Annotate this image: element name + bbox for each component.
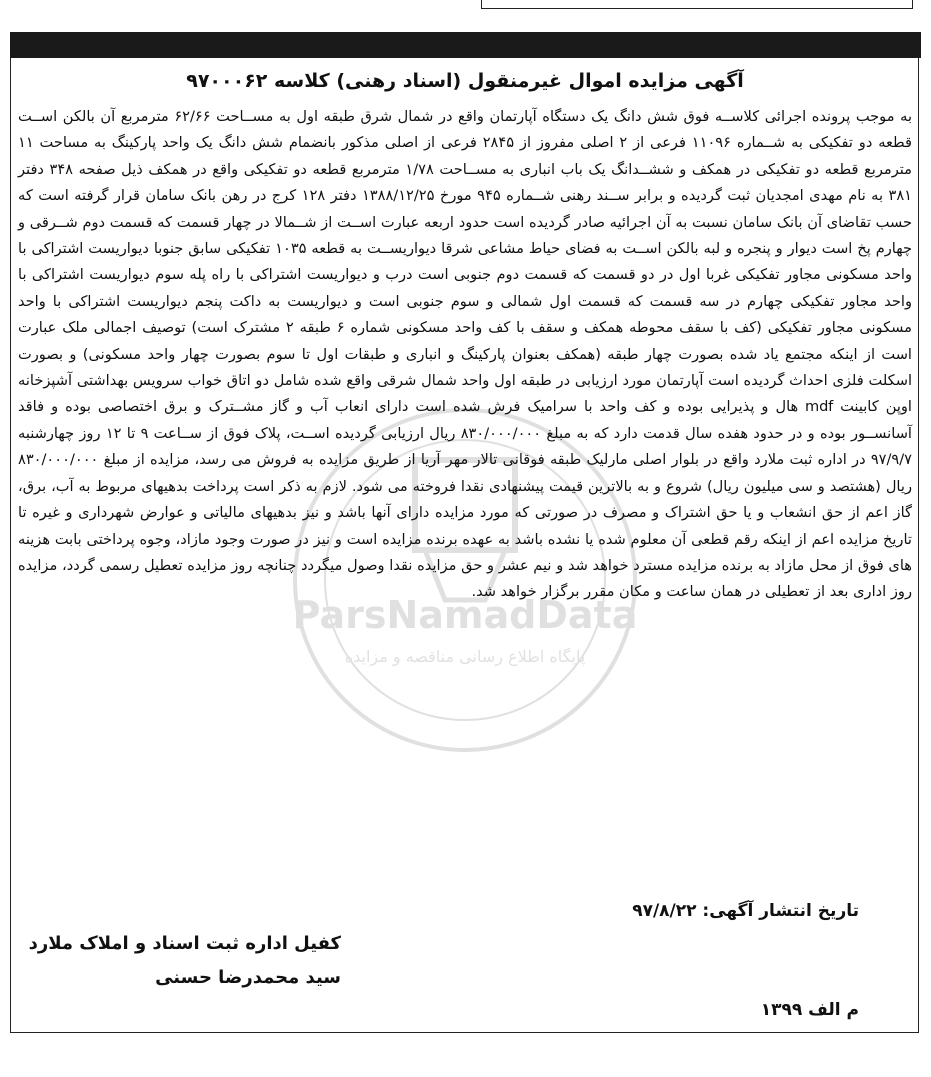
reference-code: م الف ۱۳۹۹ (760, 1000, 859, 1020)
top-header-box (481, 0, 913, 9)
notice-title: آگهی مزایده اموال غیرمنقول (اسناد رهنی) کلاسه ۹۷۰۰۰۶۲ (186, 70, 744, 92)
notice-header-band (10, 32, 921, 58)
notice-body: به موجب پرونده اجرائی کلاســه فوق شش دانگ یک دستگاه آپارتمان واقع در شمال شرق طبقه اول به مســاحت ۶۲/۶۶ مترمربع آن بالکن اســت قطعه دو تفکیکی به شــماره ۱۱۰۹۶ فرعی از ۲ اصلی مفروز از ۲۸۴۵ فرعی از اصلی مذکور بانضمام شش دانگ یک واحد پارکینگ به مساحت ۱۱ مترمربع قطعه دو تفکیکی در همکف و ششــدانگ یک باب انباری به مســاحت ۱/۷۸ مترمربع قطعه دو تفکیکی واقع در همکف ذیل صفحه ۳۴۸ دفتر ۳۸۱ به نام مهدی امجدیان ثبت گردیده و برابر ســند رهنی شــماره ۹۴۵ مورخ ۱۳۸۸/۱۲/۲۵ دفتر ۱۲۸ کرج در رهن بانک سامان قرار گرفته است که حسب تقاضای آن بانک سامان نسبت به آن اجرائیه صادر گردیده است حدود اربعه عبارت اســت از شــمالا در چهار قسمت که قسمت دوم شــرقی و چهارم پخ است دیوار و پنجره و لبه بالکن اســت به فضای حیاط مشاعی شرقا دیواریســت به قطعه ۱۰۳۵ تفکیکی سابق جنوبا دیواریست اشتراکی با واحد مسکونی مجاور تفکیکی غربا اول در دو قسمت که قسمت دوم جنوبی است درب و دیواریست اشتراکی با راه پله سوم دیواریست اشتراکی با واحد مجاور تفکیکی چهارم در سه قسمت که قسمت اول شمالی و سوم جنوبی است و دیواریست به داکت پنجم دیواریست اشتراکی با واحد مسکونی مجاور تفکیکی (کف با سقف محوطه همکف و سقف با کف واحد مسکونی شماره ۶ طبقه ۲ مشترک است) توصیف اجمالی ملک عبارت است از اینکه مجتمع یاد شده بصورت چهار طبقه (همکف بعنوان پارکینگ و انباری و طبقات اول تا سوم بصورت چهار واحد مسکونی) و بصورت اسکلت فلزی احداث گردیده است آپارتمان مورد ارزیابی در طبقه اول واحد شمال شرقی واقع شده شامل دو اتاق خواب سرویس بهداشتی آشپزخانه اوپن کابینت mdf هال و پذیرایی بوده و کف واحد با سرامیک فرش شده است دارای انعاب آب و گاز مشــترک و برق اختصاصی بوده و فاقد آسانســور بوده و در حدود هفده سال قدمت دارد که به مبلغ ۸۳۰/۰۰۰/۰۰۰ ریال ارزیابی گردیده اســت، پلاک فوق از ســاعت ۹ تا ۱۲ روز چهارشنبه ۹۷/۹/۷ در اداره ثبت ملارد واقع در بلوار اصلی مارلیک طبقه فوقانی تالار مهر آریا از طریق مزایده به فروش می رسد، مزایده از مبلغ ۸۳۰/۰۰۰/۰۰۰ ریال (هشتصد و سی میلیون ریال) شروع و به بالاترین قیمت پیشنهادی نقدا فروخته می شود. لازم به ذکر است پرداخت بدهیهای مربوط به آب، برق، گاز اعم از حق انشعاب و یا حق اشتراک و مصرف در صورتی که مورد مزایده دارای آنها باشد و نیز بدهیهای مالیاتی و عوارض شهرداری و غیره تا تاریخ مزایده اعم از اینکه رقم قطعی آن معلوم شده یا نشده باشد به عهده برنده مزایده است و نیز در صورت وجود مازاد، وجوه پرداختی بابت هزینه های فوق از محل مازاد به برنده مزایده مسترد خواهد شد و نیم عشر و حق مزایده نقدا وصول میگردد چنانچه روز مزایده تعطیل رسمی گردد، مزایده روز اداری بعد از تعطیلی در همان ساعت و مکان مقرر برگزار خواهد شد. (18, 108, 913, 601)
publish-date: تاریخ انتشار آگهی: ۹۷/۸/۲۲ (632, 901, 859, 921)
watermark-subtext: پایگاه اطلاع رسانی مناقصه و مزایده (344, 647, 586, 666)
watermark-text: ParsNamadData (292, 593, 638, 637)
signer-name: سید محمدرضا حسنی (155, 967, 341, 988)
signer-office: کفیل اداره ثبت اسناد و املاک ملارد (28, 933, 341, 954)
